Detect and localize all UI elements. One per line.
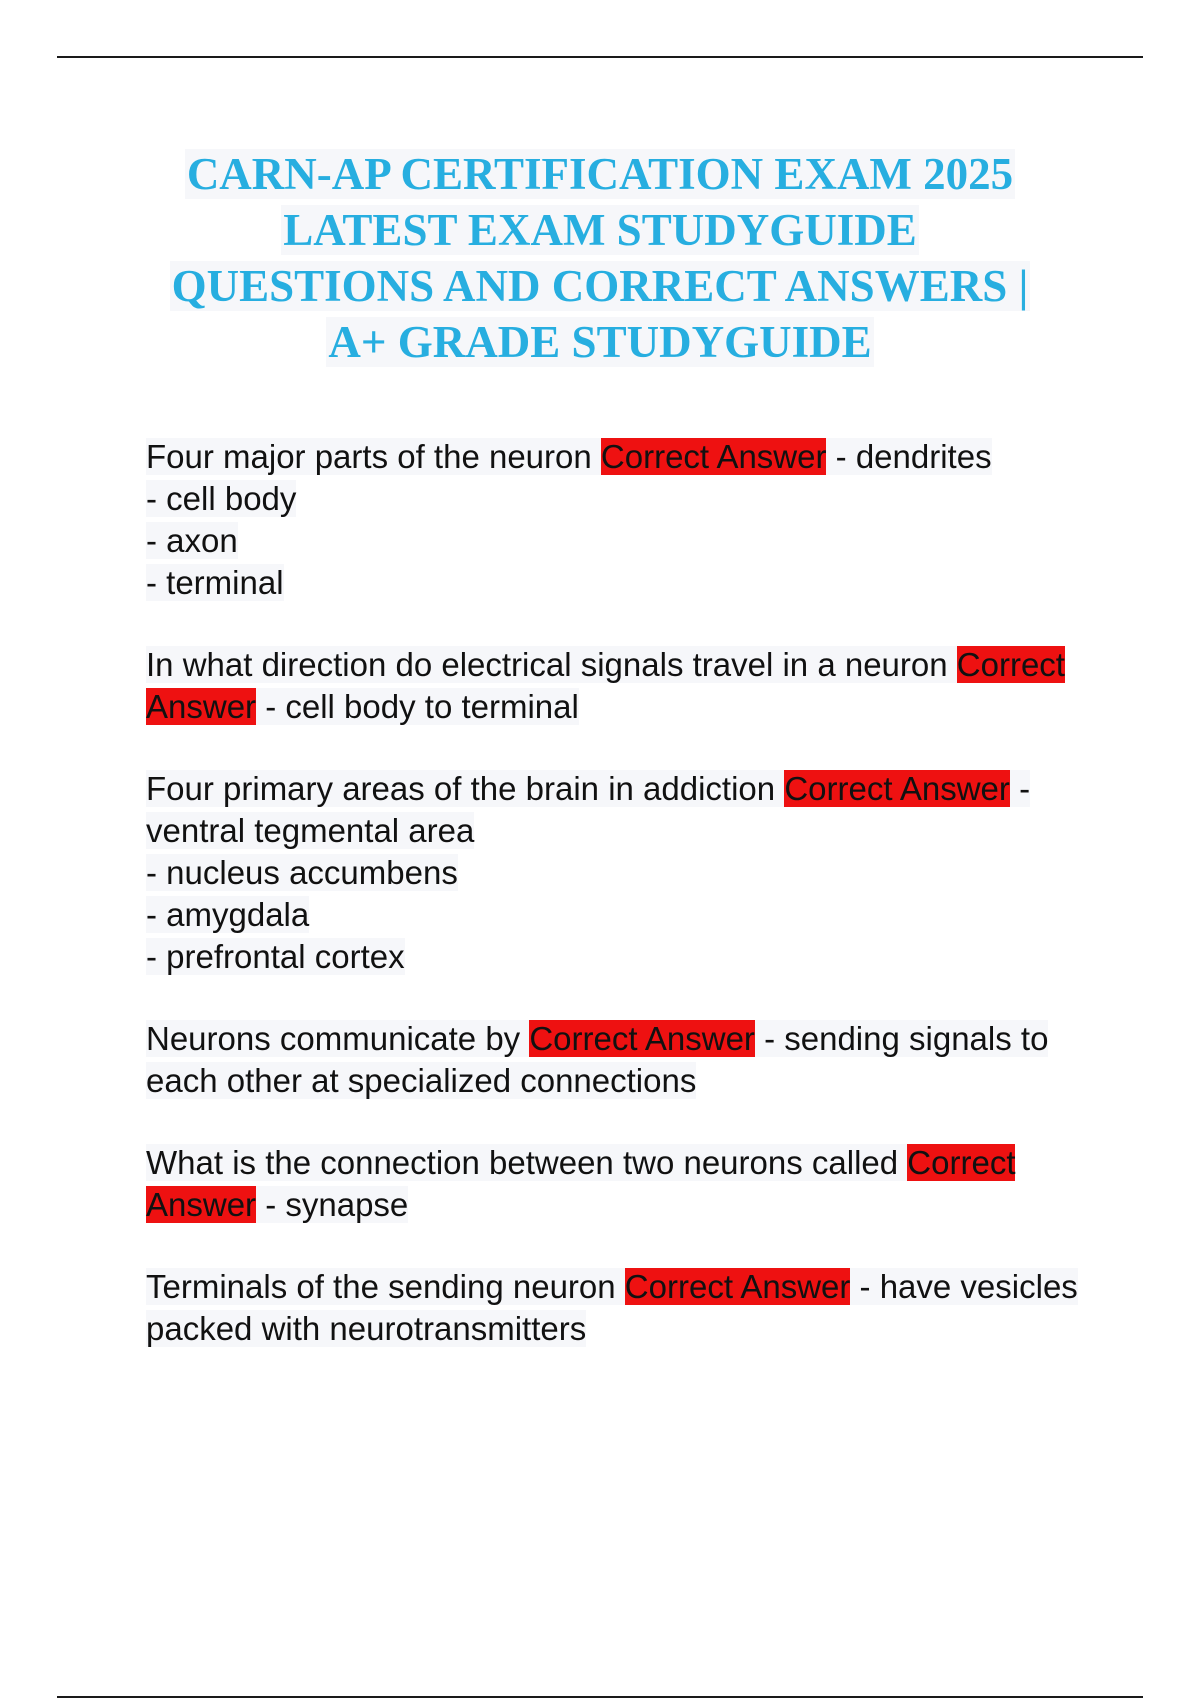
correct-answer-label: Correct Answer: [600, 438, 827, 475]
question-text: Neurons communicate by: [146, 1020, 521, 1057]
title-line: LATEST EXAM STUDYGUIDE: [283, 205, 917, 255]
qa-item: [146, 1018, 1106, 1102]
qa-item: [146, 768, 1106, 978]
answer-item: - amygdala: [146, 896, 310, 933]
question-text: What is the connection between two neurons called: [146, 1144, 899, 1181]
top-rule: [57, 56, 1143, 58]
title-line: CARN-AP CERTIFICATION EXAM 2025: [186, 149, 1014, 199]
answer-text: - synapse: [265, 1186, 409, 1223]
answer-item: - cell body: [146, 480, 297, 517]
title-line: A+ GRADE STUDYGUIDE: [328, 317, 872, 367]
answer-item: - terminal: [146, 564, 284, 601]
answer-items: [146, 852, 1106, 978]
qa-item: [146, 644, 1106, 728]
question-text: Terminals of the sending neuron: [146, 1268, 616, 1305]
qa-list: [146, 436, 1106, 1390]
correct-answer-label: Correct Answer: [146, 1144, 1016, 1223]
question-text: Four major parts of the neuron: [146, 438, 592, 475]
correct-answer-label: Correct Answer: [784, 770, 1010, 807]
answer-item: - nucleus accumbens: [146, 854, 458, 891]
answer-text: - have vesicles packed with neurotransmitters: [146, 1268, 1078, 1347]
answer-text: - dendrites: [835, 438, 992, 475]
qa-item: [146, 436, 1106, 604]
document-title: [100, 146, 1100, 370]
answer-items: [146, 478, 1106, 604]
answer-text: - sending signals to each other at specialized connections: [146, 1020, 1049, 1099]
question-text: In what direction do electrical signals travel in a neuron: [146, 646, 948, 683]
qa-item: [146, 1266, 1106, 1350]
correct-answer-label: Correct Answer: [146, 646, 1065, 725]
answer-text: - ventral tegmental area: [146, 770, 1031, 849]
title-line: QUESTIONS AND CORRECT ANSWERS |: [171, 261, 1029, 311]
qa-item: [146, 1142, 1106, 1226]
answer-item: - prefrontal cortex: [146, 938, 405, 975]
correct-answer-label: Correct Answer: [624, 1268, 851, 1305]
correct-answer-label: Correct Answer: [529, 1020, 755, 1057]
question-text: Four primary areas of the brain in addiction: [146, 770, 776, 807]
answer-text: - cell body to terminal: [265, 688, 579, 725]
answer-item: - axon: [146, 522, 238, 559]
bottom-rule: [57, 1696, 1143, 1698]
